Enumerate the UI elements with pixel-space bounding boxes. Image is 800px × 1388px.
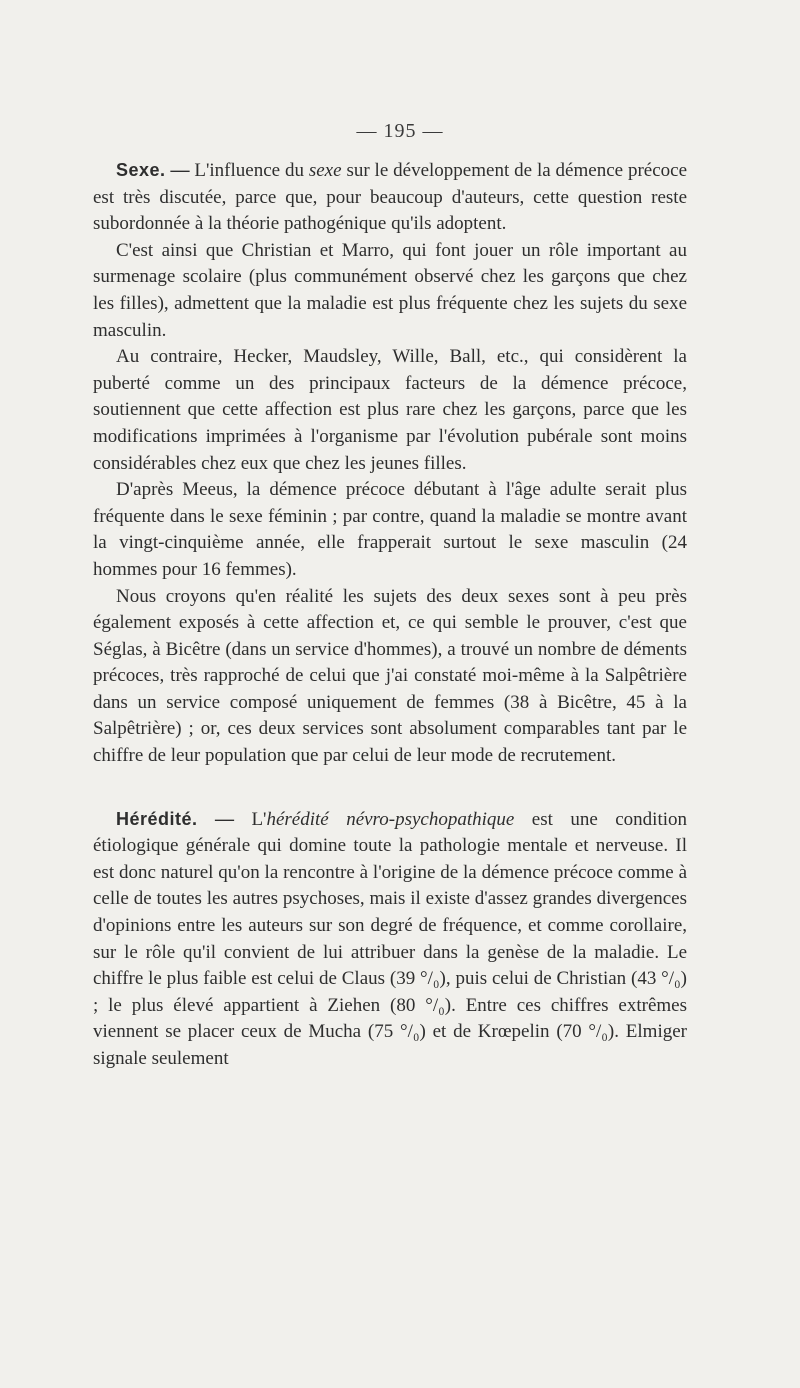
paragraph-sexe-1 [93, 157, 687, 238]
section-heading-sexe: Sexe. [116, 160, 166, 180]
text-run: sur le développement de la démence précoce est très discutée, parce que, pour beaucoup d'auteurs, cette question reste subordonnée à la théorie pathogénique qu'ils adoptent. [93, 160, 688, 235]
heading-dash: — [197, 808, 252, 830]
paragraph-sexe-3: Au contraire, Hecker, Maudsley, Wille, Ball, etc., qui considèrent la puberté comme un des principaux facteurs de la démence précoce, soutiennent que cette affection est plus rare chez les garçons, parce que les modifications imprimées à l'organisme par l'évolution pubérale sont moins considérables chez eux que chez les jeunes filles. [93, 346, 687, 474]
page-number: — 195 — [356, 120, 444, 142]
page-body [93, 157, 687, 1073]
section-divider [93, 770, 687, 806]
text-run: L'influence du [194, 160, 309, 181]
text-run: L' [251, 808, 267, 830]
paragraph-sexe-5: Nous croyons qu'en réalité les sujets des deux sexes sont à peu près également exposés à cette affection et, ce qui semble le prouver, c'est que Séglas, à Bicêtre (dans un service d'hommes), a trouvé un nombre de déments précoces, très rapproché de celui que j'ai constaté moi-même à la Salpêtrière dans un service composé uniquement de femmes (38 à Bicêtre, 45 à la Salpêtrière) ; or, ces deux services sont absolument comparables tant par le chiffre de leur population que par celui de leur mode de recrutement. [93, 585, 687, 767]
italic-term: hérédité névro-psychopathique [266, 808, 515, 830]
heading-dash: — [165, 160, 195, 181]
text-run: est une condition étiologique générale qui domine toute la pathologie mentale et nerveuse. Il est donc naturel qu'on la rencontre à l'origine de la démence précoce comme à celle de toutes les autres psychoses, mais il existe d'assez grandes divergences d'opinions entre les auteurs sur son degré de fréquence, et comme corollaire, sur le rôle qu'il convient de lui attribuer dans la genèse de la maladie. Le chiffre le plus faible est celui de Claus (39 °/₀), puis celui de Christian (43 °/₀) ; le plus élevé appartient à Ziehen (80 °/₀). Entre ces chiffres extrêmes viennent se placer ceux de Mucha (75 °/₀) et de Krœpelin (70 °/₀). Elmiger signale seulement [93, 808, 688, 1069]
paragraph-sexe-4: D'après Meeus, la démence précoce débutant à l'âge adulte serait plus fréquente dans le sexe féminin ; par contre, quand la maladie se montre avant la vingt-cinquième année, elle frapperait surtout le sexe masculin (24 hommes pour 16 femmes). [93, 479, 687, 580]
paragraph-heredite-1 [93, 806, 687, 1073]
italic-term: sexe [308, 160, 342, 181]
section-heading-heredite: Hérédité. [116, 808, 198, 829]
paragraph-sexe-2: C'est ainsi que Christian et Marro, qui font jouer un rôle important au surmenage scolaire (plus communément observé chez les garçons que chez les filles), admettent que la maladie est plus fréquente chez les sujets du sexe masculin. [93, 239, 687, 341]
